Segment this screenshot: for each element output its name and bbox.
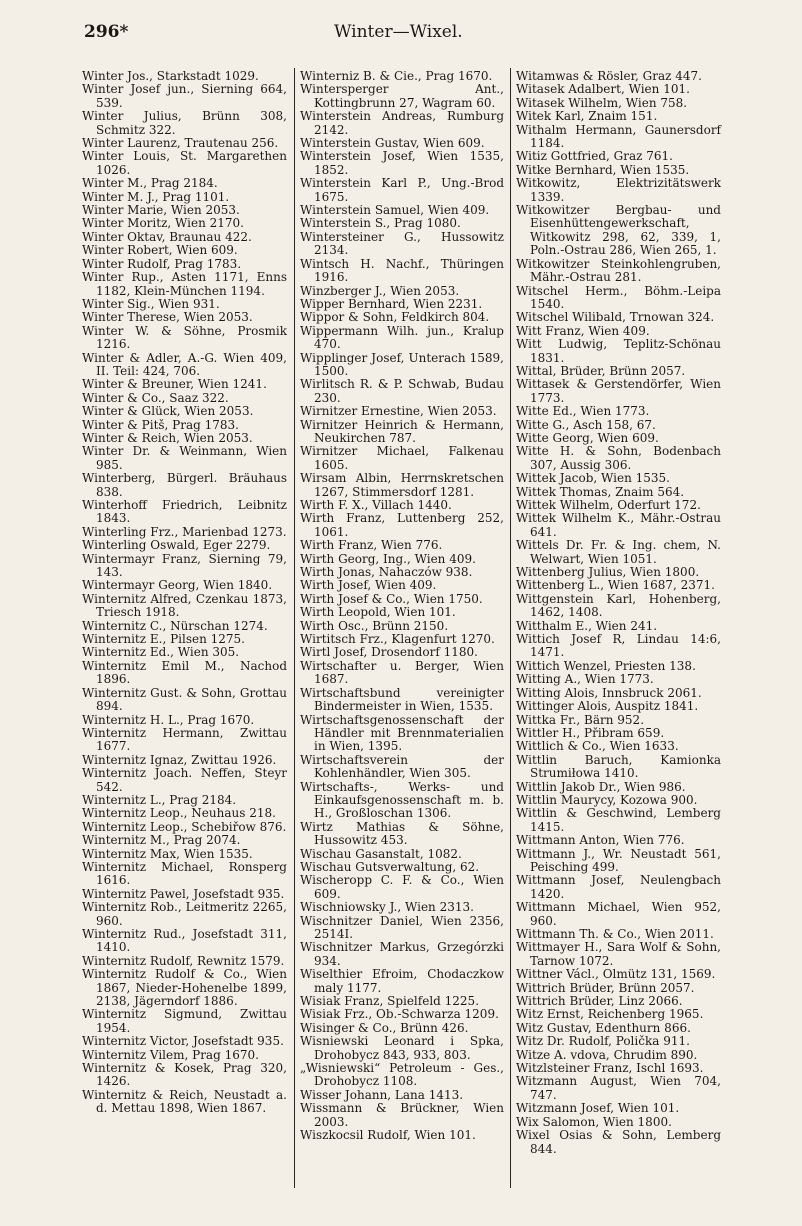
- directory-entry: Witting A., Wien 1773.: [516, 672, 654, 687]
- directory-entry: Winternitz E., Pilsen 1275.: [82, 632, 245, 647]
- directory-entry: Winter M., Prag 2184.: [82, 176, 218, 191]
- directory-entry: Winter Rudolf, Prag 1783.: [82, 256, 242, 271]
- directory-entry: Winternitz Gust. & Sohn, Grottau 894.: [82, 685, 287, 714]
- directory-entry: Wittlin Jakob Dr., Wien 986.: [516, 779, 686, 794]
- directory-entry: Winternitz H. L., Prag 1670.: [82, 712, 255, 727]
- directory-entry: Wittek Thomas, Znaim 564.: [516, 484, 685, 499]
- directory-entry: Witschel Herm., Böhm.-Leipa 1540.: [516, 283, 721, 311]
- directory-entry: Winter & Pitš, Prag 1783.: [82, 417, 239, 432]
- directory-entry: Winter & Co., Saaz 322.: [82, 390, 229, 405]
- directory-entry: Wirth Georg, Ing., Wien 409.: [300, 551, 476, 566]
- directory-entry: Wittmann Josef, Neulengbach 1420.: [516, 873, 721, 901]
- directory-entry: Winter Rup., Asten 1171, Enns 1182, Klein-München 1194.: [82, 270, 287, 298]
- directory-entry: Wittlin Maurycy, Kozowa 900.: [516, 792, 698, 807]
- directory-entry: Wipplinger Josef, Unterach 1589, 1500.: [300, 350, 504, 378]
- directory-entry: Wirtitsch Frz., Klagenfurt 1270.: [300, 632, 495, 647]
- directory-entry: Winternitz Ignaz, Zwittau 1926.: [82, 752, 277, 767]
- directory-entry: Winter Josef jun., Sierning 664, 539.: [82, 82, 287, 110]
- directory-entry: Wisiak Frz., Ob.-Schwarza 1209.: [300, 1007, 499, 1022]
- directory-entry: Wirth Franz, Luttenberg 252, 1061.: [300, 511, 504, 539]
- directory-entry: Wirlitsch R. & P. Schwab, Budau 230.: [300, 377, 504, 405]
- directory-entry: Witting Alois, Innsbruck 2061.: [516, 685, 702, 700]
- directory-entry: Withalm Hermann, Gaunersdorf 1184.: [516, 122, 721, 151]
- directory-entry: Winternitz Rud., Josefstadt 311, 1410.: [82, 927, 287, 955]
- directory-entry: Winternitz Rudolf, Rewnitz 1579.: [82, 953, 285, 968]
- directory-entry: Wittmann Michael, Wien 952, 960.: [516, 900, 721, 928]
- directory-entry: Wittek Wilhelm K., Mähr.-Ostrau 641.: [516, 511, 721, 539]
- directory-entry: Wirtschaftsgenossenschaft der Händler mit Brennmaterialien in Wien, 1395.: [300, 712, 504, 754]
- directory-entry: Winterniz B. & Cie., Prag 1670.: [300, 69, 493, 83]
- directory-entry: Wittich Josef R, Lindau 14:6, 1471.: [516, 632, 721, 660]
- directory-entry: Winterstein Samuel, Wien 409.: [300, 203, 490, 218]
- directory-entry: Wiselthier Efroim, Chodaczkow maly 1177.: [300, 967, 504, 995]
- directory-entry: Winternitz Emil M., Nachod 1896.: [82, 658, 287, 687]
- directory-entry: Wirth Franz, Wien 776.: [300, 538, 443, 553]
- directory-entry: Wippor & Sohn, Feldkirch 804.: [300, 310, 490, 325]
- directory-entry: Winter Julius, Brünn 308, Schmitz 322.: [82, 109, 287, 137]
- directory-entry: Winternitz C., Nürschan 1274.: [82, 618, 268, 633]
- directory-entry: Winternitz Rudolf & Co., Wien 1867, Nieder-Hohenelbe 1899, 2138, Jägerndorf 1886.: [82, 967, 287, 1009]
- directory-entry: Witzmann August, Wien 704, 747.: [516, 1074, 721, 1102]
- directory-entry: Winterstein Josef, Wien 1535, 1852.: [300, 149, 504, 177]
- directory-entry: Wisniewski Leonard i Spka, Drohobycz 843, 933, 803.: [300, 1034, 504, 1062]
- directory-entry: Witiz Gottfried, Graz 761.: [516, 149, 673, 164]
- directory-entry: Winter W. & Söhne, Prosmik 1216.: [82, 323, 287, 352]
- directory-entry: Winter Oktav, Braunau 422.: [82, 229, 252, 244]
- directory-entry: Wittmann Th. & Co., Wien 2011.: [516, 927, 714, 941]
- directory-entry: Witkowitz, Elektrizitätswerk 1339.: [516, 176, 721, 204]
- directory-entry: Winternitz L., Prag 2184.: [82, 792, 237, 807]
- directory-entry: Winzberger J., Wien 2053.: [300, 283, 460, 298]
- directory-entry: Winter Moritz, Wien 2170.: [82, 216, 244, 231]
- directory-entry: Wissmann & Brückner, Wien 2003.: [300, 1101, 504, 1129]
- directory-entry: Winter Dr. & Weinmann, Wien 985.: [82, 444, 287, 472]
- directory-entry: Winternitz Michael, Ronsperg 1616.: [82, 859, 287, 888]
- directory-entry: Winternitz & Reich, Neustadt a. d. Mettau 1898, Wien 1867.: [82, 1087, 287, 1116]
- directory-entry: Winternitz Ed., Wien 305.: [82, 645, 240, 660]
- directory-entry: Wischnitzer Daniel, Wien 2356, 2514I.: [300, 913, 504, 941]
- directory-entry: Wiszkocsil Rudolf, Wien 101.: [300, 1128, 476, 1143]
- directory-entry: Wittek Wilhelm, Oderfurt 172.: [516, 498, 701, 512]
- directory-entry: Wirth Josef, Wien 409.: [300, 578, 437, 593]
- directory-entry: Wittich Wenzel, Priesten 138.: [516, 658, 696, 673]
- directory-entry: Winternitz Max, Wien 1535.: [82, 846, 253, 861]
- directory-entry: Winternitz Joach. Neffen, Steyr 542.: [82, 766, 287, 794]
- directory-entry: Witke Bernhard, Wien 1535.: [516, 162, 690, 177]
- directory-entry: Winter M. J., Prag 1101.: [82, 189, 230, 204]
- directory-entry: Winternitz Sigmund, Zwittau 1954.: [82, 1007, 287, 1035]
- directory-entry: Witte Ed., Wien 1773.: [516, 404, 650, 419]
- directory-entry: Winternitz Pawel, Josefstadt 935.: [82, 886, 285, 901]
- directory-entry: Winterstein Andreas, Rumburg 2142.: [300, 109, 504, 137]
- directory-entry: Wixel Osias & Sohn, Lemberg 844.: [516, 1128, 721, 1156]
- directory-entry: Witek Karl, Znaim 151.: [516, 109, 658, 124]
- directory-entry: Witkowitzer Steinkohlengruben, Mähr.-Ostrau 281.: [516, 256, 721, 285]
- directory-entry: Witt Ludwig, Teplitz-Schönau 1831.: [516, 337, 721, 365]
- directory-entry: Wirnitzer Heinrich & Hermann, Neukirchen 787.: [300, 417, 504, 445]
- directory-entry: Wittka Fr., Bärn 952.: [516, 712, 645, 727]
- directory-column-2: [300, 70, 504, 1143]
- directory-entry: Winter Laurenz, Trautenau 256.: [82, 136, 279, 151]
- directory-entry: Witz Dr. Rudolf, Polička 911.: [516, 1034, 690, 1049]
- directory-entry: Wirsam Albin, Herrnskretschen 1267, Stimmersdorf 1281.: [300, 471, 504, 499]
- directory-entry: Winter Jos., Starkstadt 1029.: [82, 69, 259, 83]
- directory-entry: Winter Robert, Wien 609.: [82, 243, 238, 258]
- directory-entry: Witschel Wilibald, Trnowan 324.: [516, 310, 715, 325]
- directory-entry: Wischeropp C. F. & Co., Wien 609.: [300, 873, 504, 901]
- directory-entry: Wirth Leopold, Wien 101.: [300, 605, 456, 620]
- directory-entry: Winterstein Karl P., Ung.-Brod 1675.: [300, 176, 504, 204]
- directory-entry: „Wisniewski“ Petroleum - Ges., Drohobycz 1108.: [300, 1061, 504, 1089]
- directory-entry: Wisinger & Co., Brünn 426.: [300, 1020, 469, 1035]
- directory-entry: Wirnitzer Ernestine, Wien 2053.: [300, 404, 497, 419]
- directory-entry: Wirtschaftsbund vereinigter Bindermeister in Wien, 1535.: [300, 685, 504, 714]
- directory-entry: Witasek Adalbert, Wien 101.: [516, 82, 690, 97]
- directory-entry: Wischau Gasanstalt, 1082.: [300, 846, 462, 861]
- directory-entry: Witkowitzer Bergbau- und Eisenhüttengewerkschaft, Witkowitz 298, 62, 339, 1, Poln.-Ostrau 286, Wien 265, 1.: [516, 203, 721, 258]
- directory-entry: Wittal, Brüder, Brünn 2057.: [516, 363, 686, 378]
- directory-entry: Winter Marie, Wien 2053.: [82, 203, 240, 218]
- directory-entry: Witte H. & Sohn, Bodenbach 307, Aussig 306.: [516, 444, 721, 472]
- directory-entry: Wittek Jacob, Wien 1535.: [516, 471, 670, 486]
- directory-entry: Winternitz Vilem, Prag 1670.: [82, 1047, 259, 1062]
- directory-entry: Winternitz Leop., Schebiřow 876.: [82, 819, 287, 834]
- directory-entry: Wintsch H. Nachf., Thüringen 1916.: [300, 256, 504, 285]
- directory-entry: Winter & Glück, Wien 2053.: [82, 404, 254, 419]
- directory-entry: Witasek Wilhelm, Wien 758.: [516, 95, 688, 110]
- directory-entry: Witz Ernst, Reichenberg 1965.: [516, 1007, 704, 1022]
- directory-entry: Winterberg, Bürgerl. Bräuhaus 838.: [82, 471, 287, 499]
- directory-entry: Wirtschafter u. Berger, Wien 1687.: [300, 658, 504, 687]
- directory-entry: Winternitz M., Prag 2074.: [82, 833, 241, 848]
- directory-entry: Witthalm E., Wien 241.: [516, 618, 658, 633]
- page-title: Winter—Wixel.: [334, 22, 463, 42]
- directory-column-1: [82, 70, 287, 1116]
- directory-entry: Witz Gustav, Edenthurn 866.: [516, 1020, 691, 1035]
- directory-entry: Wittlin Baruch, Kamionka Strumiłowa 1410.: [516, 752, 721, 781]
- directory-entry: Wittmann J., Wr. Neustadt 561, Peisching 499.: [516, 846, 721, 874]
- directory-entry: Winternitz Hermann, Zwittau 1677.: [82, 725, 287, 754]
- directory-entry: Wittler H., Přibram 659.: [516, 725, 665, 740]
- directory-entry: Wischnitzer Markus, Grzegórzki 934.: [300, 940, 504, 968]
- directory-entry: Winterling Frz., Marienbad 1273.: [82, 524, 287, 539]
- directory-entry: Wirtschaftsverein der Kohlenhändler, Wien 305.: [300, 752, 504, 781]
- directory-entry: Wischau Gutsverwaltung, 62.: [300, 859, 480, 874]
- directory-entry: Wintermayr Franz, Sierning 79, 143.: [82, 551, 287, 580]
- directory-entry: Winter & Breuner, Wien 1241.: [82, 377, 267, 392]
- directory-entry: Wittrich Brüder, Brünn 2057.: [516, 980, 695, 995]
- directory-entry: Wittlin & Geschwind, Lemberg 1415.: [516, 806, 721, 834]
- directory-entry: Wischniowsky J., Wien 2313.: [300, 900, 474, 915]
- directory-entry: Winternitz Leop., Neuhaus 218.: [82, 806, 276, 821]
- page-header: [0, 22, 802, 46]
- directory-entry: Wittenberg L., Wien 1687, 2371.: [516, 578, 715, 593]
- directory-entry: Wirth Jonas, Nahaczów 938.: [300, 565, 473, 580]
- directory-entry: Winternitz & Kosek, Prag 320, 1426.: [82, 1061, 287, 1089]
- directory-entry: Wix Salomon, Wien 1800.: [516, 1114, 672, 1129]
- directory-entry: Wirtschafts-, Werks- und Einkaufsgenossenschaft m. b. H., Großloschan 1306.: [300, 779, 504, 821]
- directory-entry: Witt Franz, Wien 409.: [516, 323, 650, 338]
- directory-entry: Winter Sig., Wien 931.: [82, 296, 220, 311]
- directory-entry: Wintermayr Georg, Wien 1840.: [82, 578, 273, 593]
- directory-entry: Winterhoff Friedrich, Leibnitz 1843.: [82, 498, 287, 526]
- directory-entry: Winter & Adler, A.-G. Wien 409, II. Teil: 424, 706.: [82, 350, 287, 378]
- directory-entry: Wirth F. X., Villach 1440.: [300, 498, 452, 512]
- directory-entry: Wittenberg Julius, Wien 1800.: [516, 565, 700, 580]
- page-number: 296*: [84, 22, 129, 42]
- directory-entry: Wirth Osc., Brünn 2150.: [300, 618, 449, 633]
- directory-entry: Wirtl Josef, Drosendorf 1180.: [300, 645, 478, 660]
- directory-entry: Wisiak Franz, Spielfeld 1225.: [300, 994, 480, 1009]
- directory-entry: Witzmann Josef, Wien 101.: [516, 1101, 680, 1116]
- directory-entry: Witamwas & Rösler, Graz 447.: [516, 69, 702, 83]
- directory-entry: Wittgenstein Karl, Hohenberg, 1462, 1408.: [516, 591, 721, 620]
- directory-entry: Wintersteiner G., Hussowitz 2134.: [300, 229, 504, 258]
- column-divider: [294, 68, 295, 1188]
- directory-entry: Winterling Oswald, Eger 2279.: [82, 538, 271, 553]
- directory-entry: Wirtz Mathias & Söhne, Hussowitz 453.: [300, 819, 504, 848]
- directory-entry: Winternitz Alfred, Czenkau 1873, Triesch 1918.: [82, 591, 287, 620]
- directory-entry: Wittasek & Gerstendörfer, Wien 1773.: [516, 377, 721, 405]
- directory-entry: Wirth Josef & Co., Wien 1750.: [300, 591, 483, 606]
- directory-entry: Wipper Bernhard, Wien 2231.: [300, 296, 483, 311]
- directory-entry: Winter Therese, Wien 2053.: [82, 310, 253, 325]
- directory-entry: Winter Louis, St. Margarethen 1026.: [82, 149, 287, 177]
- directory-entry: Wittrich Brüder, Linz 2066.: [516, 994, 683, 1009]
- directory-entry: Witze A. vdova, Chrudim 890.: [516, 1047, 698, 1062]
- directory-column-3: [516, 70, 721, 1156]
- directory-entry: Winter & Reich, Wien 2053.: [82, 430, 253, 445]
- directory-entry: Winternitz Victor, Josefstadt 935.: [82, 1034, 284, 1049]
- directory-entry: Winterstein Gustav, Wien 609.: [300, 136, 485, 151]
- directory-entry: Wisser Johann, Lana 1413.: [300, 1087, 464, 1102]
- column-divider: [510, 68, 511, 1188]
- directory-entry: Wittmayer H., Sara Wolf & Sohn, Tarnow 1072.: [516, 940, 721, 968]
- directory-entry: Wittlich & Co., Wien 1633.: [516, 739, 679, 754]
- directory-entry: Witzlsteiner Franz, Ischl 1693.: [516, 1061, 704, 1076]
- directory-entry: Wirnitzer Michael, Falkenau 1605.: [300, 444, 504, 472]
- directory-entry: Winternitz Rob., Leitmeritz 2265, 960.: [82, 900, 287, 928]
- directory-entry: Wittner Václ., Olmütz 131, 1569.: [516, 967, 716, 982]
- directory-entry: Wittels Dr. Fr. & Ing. chem, N. Welwart, Wien 1051.: [516, 538, 721, 566]
- directory-entry: Witte Georg, Wien 609.: [516, 430, 659, 445]
- directory-entry: Wittinger Alois, Auspitz 1841.: [516, 699, 699, 714]
- directory-entry: Wittmann Anton, Wien 776.: [516, 833, 685, 848]
- directory-entry: Winterstein S., Prag 1080.: [300, 216, 461, 231]
- directory-entry: Witte G., Asch 158, 67.: [516, 417, 656, 432]
- directory-entry: Wippermann Wilh. jun., Kralup 470.: [300, 323, 504, 352]
- directory-entry: Wintersperger Ant., Kottingbrunn 27, Wagram 60.: [300, 82, 504, 110]
